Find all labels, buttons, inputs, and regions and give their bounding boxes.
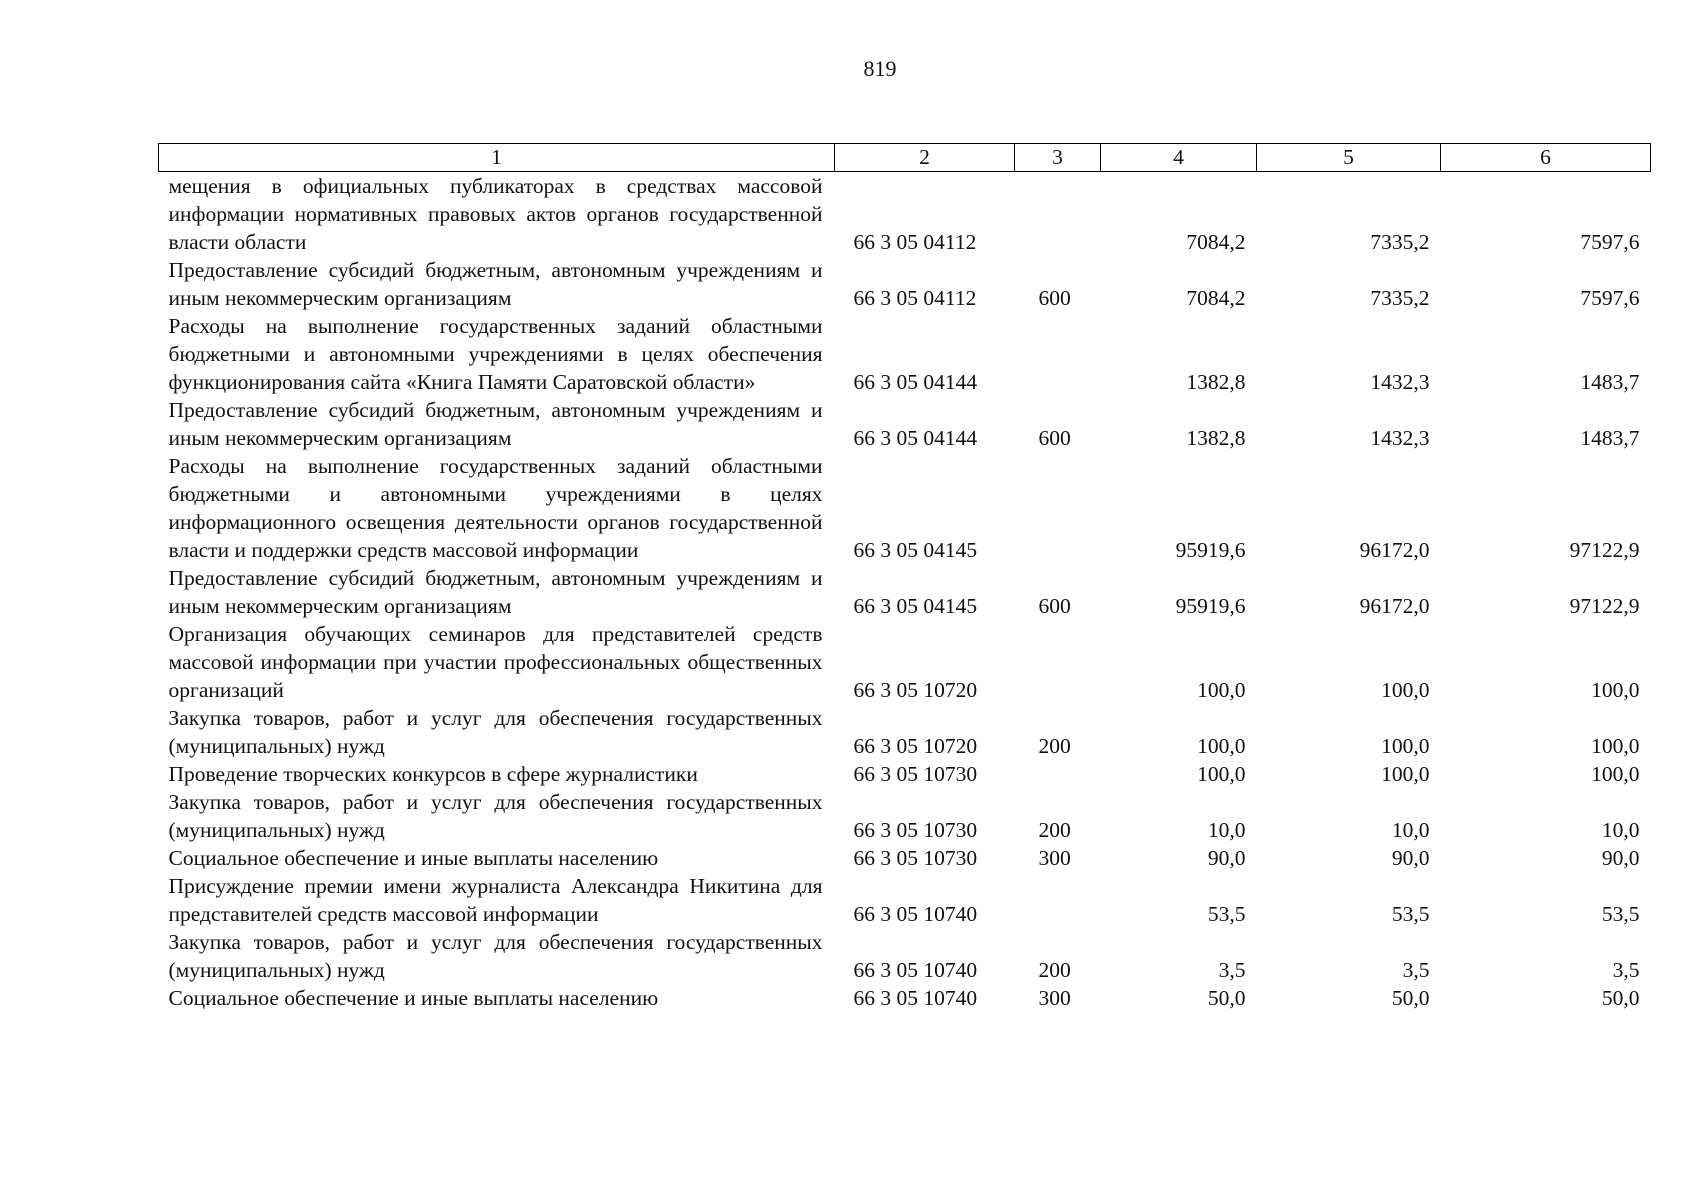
row-value-4: 90,0 bbox=[1207, 846, 1246, 870]
row-value-6: 100,0 bbox=[1591, 762, 1640, 786]
table-row bbox=[159, 928, 1651, 984]
table-row bbox=[159, 452, 1651, 564]
row-code: 66 3 05 10730 bbox=[853, 818, 978, 842]
row-code: 66 3 05 04144 bbox=[853, 370, 978, 394]
row-value-6: 1483,7 bbox=[1580, 370, 1640, 394]
table-row bbox=[159, 760, 1651, 788]
row-value-4: 95919,6 bbox=[1175, 538, 1246, 562]
row-code: 66 3 05 10740 bbox=[853, 902, 978, 926]
row-value-5: 96172,0 bbox=[1359, 594, 1430, 618]
row-value-5: 10,0 bbox=[1391, 818, 1430, 842]
row-value-5: 90,0 bbox=[1391, 846, 1430, 870]
column-header-4: 4 bbox=[1101, 144, 1257, 172]
row-value-6: 97122,9 bbox=[1569, 594, 1640, 618]
row-expense-type: 200 bbox=[1038, 734, 1071, 758]
row-name: Закупка товаров, работ и услуг для обеспечения государственных (муниципальных) нужд bbox=[168, 930, 823, 982]
row-expense-type: 600 bbox=[1038, 426, 1071, 450]
table-row bbox=[159, 704, 1651, 760]
row-name: Предоставление субсидий бюджетным, автономным учреждениям и иным некоммерческим организациям bbox=[168, 398, 823, 450]
row-code: 66 3 05 10720 bbox=[853, 678, 978, 702]
row-value-4: 3,5 bbox=[1218, 958, 1246, 982]
row-code: 66 3 05 04145 bbox=[853, 594, 978, 618]
row-name: Социальное обеспечение и иные выплаты населению bbox=[168, 846, 659, 870]
page-number: 819 bbox=[863, 56, 897, 81]
row-value-6: 7597,6 bbox=[1580, 286, 1640, 310]
row-value-4: 100,0 bbox=[1197, 678, 1246, 702]
row-code: 66 3 05 04112 bbox=[853, 230, 977, 254]
row-value-4: 100,0 bbox=[1197, 734, 1246, 758]
row-name: Предоставление субсидий бюджетным, автономным учреждениям и иным некоммерческим организациям bbox=[168, 566, 823, 618]
row-code: 66 3 05 10740 bbox=[853, 986, 978, 1010]
row-value-5: 7335,2 bbox=[1370, 230, 1430, 254]
row-value-5: 7335,2 bbox=[1370, 286, 1430, 310]
row-expense-type bbox=[1015, 172, 1101, 257]
row-expense-type: 600 bbox=[1038, 286, 1071, 310]
table-row bbox=[159, 396, 1651, 452]
table-row bbox=[159, 872, 1651, 928]
row-code: 66 3 05 10720 bbox=[853, 734, 978, 758]
row-expense-type bbox=[1015, 872, 1101, 928]
row-value-5: 1432,3 bbox=[1370, 370, 1430, 394]
row-expense-type: 300 bbox=[1038, 986, 1071, 1010]
row-value-4: 95919,6 bbox=[1175, 594, 1246, 618]
row-value-6: 97122,9 bbox=[1569, 538, 1640, 562]
row-value-6: 1483,7 bbox=[1580, 426, 1640, 450]
row-value-5: 3,5 bbox=[1402, 958, 1430, 982]
column-header-3: 3 bbox=[1015, 144, 1101, 172]
column-header-2: 2 bbox=[835, 144, 1015, 172]
row-code: 66 3 05 10740 bbox=[853, 958, 978, 982]
row-value-4: 1382,8 bbox=[1186, 426, 1246, 450]
row-name: Присуждение премии имени журналиста Александра Никитина для представителей средств массовой информации bbox=[168, 874, 823, 926]
table-row bbox=[159, 312, 1651, 396]
row-code: 66 3 05 04144 bbox=[853, 426, 978, 450]
row-value-5: 100,0 bbox=[1381, 678, 1430, 702]
row-value-4: 7084,2 bbox=[1186, 230, 1246, 254]
table-row bbox=[159, 984, 1651, 1012]
row-value-5: 100,0 bbox=[1381, 762, 1430, 786]
row-expense-type: 600 bbox=[1038, 594, 1071, 618]
row-value-5: 53,5 bbox=[1391, 902, 1430, 926]
row-expense-type bbox=[1015, 312, 1101, 396]
row-name: Проведение творческих конкурсов в сфере журналистики bbox=[168, 762, 698, 786]
table-row bbox=[159, 172, 1651, 257]
column-header-5: 5 bbox=[1257, 144, 1441, 172]
row-value-5: 50,0 bbox=[1391, 986, 1430, 1010]
column-header-1: 1 bbox=[159, 144, 835, 172]
budget-table bbox=[158, 143, 1651, 1012]
row-expense-type: 200 bbox=[1038, 818, 1071, 842]
table-row bbox=[159, 256, 1651, 312]
row-name: Предоставление субсидий бюджетным, автономным учреждениям и иным некоммерческим организациям bbox=[168, 258, 823, 310]
row-value-6: 90,0 bbox=[1601, 846, 1640, 870]
row-code: 66 3 05 10730 bbox=[853, 846, 978, 870]
row-expense-type bbox=[1015, 620, 1101, 704]
row-value-4: 7084,2 bbox=[1186, 286, 1246, 310]
table-row bbox=[159, 788, 1651, 844]
row-value-6: 3,5 bbox=[1612, 958, 1640, 982]
row-name: Расходы на выполнение государственных заданий областными бюджетными и автономными учреждениями в целях информационного освещения деятельности органов государственной власти и поддержки средств массовой информации bbox=[168, 454, 823, 562]
row-value-5: 100,0 bbox=[1381, 734, 1430, 758]
row-value-5: 96172,0 bbox=[1359, 538, 1430, 562]
row-name: Организация обучающих семинаров для представителей средств массовой информации при участии профессиональных общественных организаций bbox=[168, 622, 823, 702]
table-row bbox=[159, 564, 1651, 620]
row-expense-type bbox=[1015, 760, 1101, 788]
row-value-5: 1432,3 bbox=[1370, 426, 1430, 450]
row-code: 66 3 05 04112 bbox=[853, 286, 977, 310]
row-expense-type bbox=[1015, 452, 1101, 564]
row-value-6: 10,0 bbox=[1601, 818, 1640, 842]
row-value-4: 100,0 bbox=[1197, 762, 1246, 786]
row-value-6: 53,5 bbox=[1601, 902, 1640, 926]
row-value-4: 50,0 bbox=[1207, 986, 1246, 1010]
row-value-4: 10,0 bbox=[1207, 818, 1246, 842]
row-name: Социальное обеспечение и иные выплаты населению bbox=[168, 986, 659, 1010]
table-header-row bbox=[159, 144, 1651, 172]
table-row bbox=[159, 620, 1651, 704]
row-expense-type: 200 bbox=[1038, 958, 1071, 982]
row-code: 66 3 05 04145 bbox=[853, 538, 978, 562]
row-value-6: 50,0 bbox=[1601, 986, 1640, 1010]
table-row bbox=[159, 844, 1651, 872]
row-value-4: 53,5 bbox=[1207, 902, 1246, 926]
row-name: Закупка товаров, работ и услуг для обеспечения государственных (муниципальных) нужд bbox=[168, 790, 823, 842]
row-value-4: 1382,8 bbox=[1186, 370, 1246, 394]
row-name: Расходы на выполнение государственных заданий областными бюджетными и автономными учреждениями в целях обеспечения функционирования сайта «Книга Памяти Саратовской области» bbox=[168, 314, 823, 394]
row-code: 66 3 05 10730 bbox=[853, 762, 978, 786]
row-expense-type: 300 bbox=[1038, 846, 1071, 870]
column-header-6: 6 bbox=[1441, 144, 1651, 172]
row-value-6: 100,0 bbox=[1591, 734, 1640, 758]
row-value-6: 100,0 bbox=[1591, 678, 1640, 702]
row-value-6: 7597,6 bbox=[1580, 230, 1640, 254]
row-name: мещения в официальных публикаторах в средствах массовой информации нормативных правовых актов органов государственной власти области bbox=[168, 174, 823, 254]
row-name: Закупка товаров, работ и услуг для обеспечения государственных (муниципальных) нужд bbox=[168, 706, 823, 758]
